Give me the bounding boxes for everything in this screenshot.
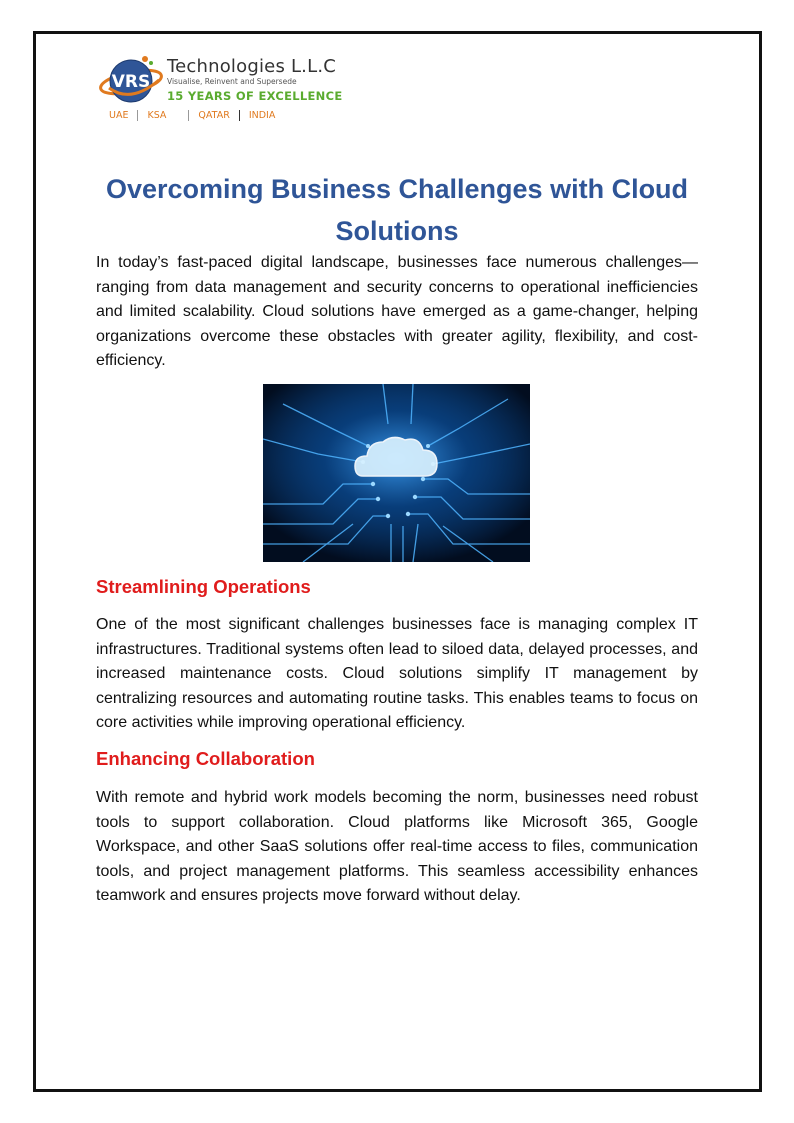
section-heading-collaboration: Enhancing Collaboration	[96, 748, 315, 769]
section-heading-streamlining: Streamlining Operations	[96, 576, 311, 597]
page-title: Overcoming Business Challenges with Cloud Solutions	[105, 174, 689, 246]
region-qatar: QATAR	[198, 110, 230, 121]
section-body-collaboration: With remote and hybrid work models becoming the norm, businesses need robust tools to support collaboration. Cloud platforms like Microsoft 365, Google Workspace, and other SaaS solutions offer real-time access to files, communication tools, and project management platforms. This seamless accessibility enhances teamwork and ensures projects move forward without delay.	[96, 789, 698, 904]
region-divider	[188, 110, 189, 121]
cloud-circuit-icon	[263, 384, 530, 562]
intro-paragraph: In today’s fast-paced digital landscape, businesses face numerous challenges—ranging from data management and security concerns to operational inefficiencies and limited scalability. Cloud solutions have emerged as a game-changer, helping organizations overcome these obstacles with greater agility, flexibility, and cost-efficiency.	[96, 254, 698, 369]
region-uae: UAE	[109, 110, 129, 121]
region-india: INDIA	[248, 110, 276, 121]
logo-mark: VRS	[111, 72, 151, 92]
region-ksa: KSA	[147, 110, 167, 121]
logo-regions	[109, 110, 275, 121]
logo-tagline: Visualise, Reinvent and Supersede	[167, 77, 297, 86]
region-divider	[239, 110, 240, 121]
region-divider	[137, 110, 138, 121]
logo-brand: Technologies L.L.C	[167, 56, 337, 77]
company-logo	[97, 52, 343, 128]
logo-years: 15 YEARS OF EXCELLENCE	[167, 89, 343, 103]
cloud-circuit-image	[263, 384, 530, 562]
section-body-streamlining: One of the most significant challenges businesses face is managing complex IT infrastructures. Traditional systems often lead to siloed data, delayed processes, and increased maintenance costs. Cloud solutions simplify IT management by centralizing resources and automating routine tasks. This enables teams to focus on core activities while improving operational efficiency.	[96, 616, 698, 731]
vrs-globe-logo	[97, 52, 167, 112]
